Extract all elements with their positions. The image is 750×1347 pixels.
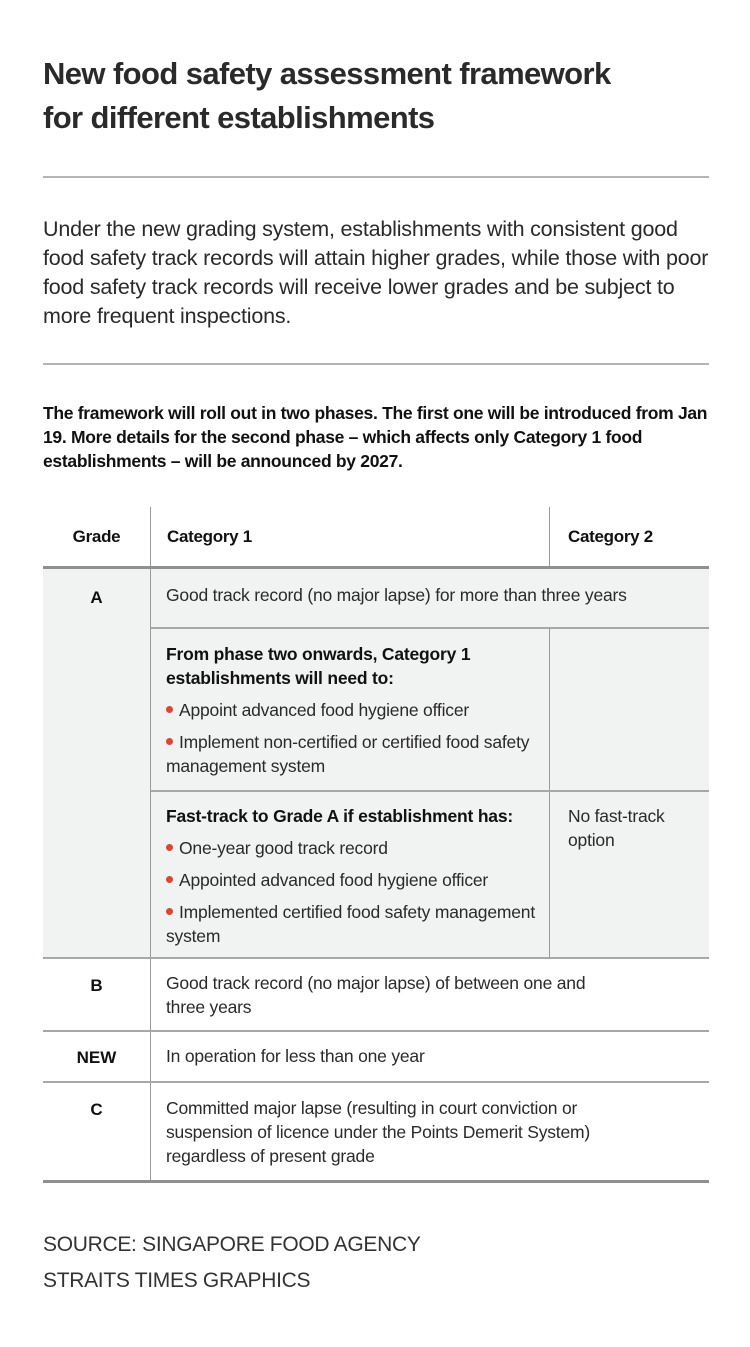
intro-text: Under the new grading system, establishments with consistent good food safety track records will attain higher grades, while those with poor food safety track records will receive lower grades and be subject to more frequent inspections. (43, 217, 709, 328)
header-category-2: Category 2 (568, 526, 653, 546)
table-bottom-rule (43, 1180, 709, 1183)
divider (549, 507, 550, 566)
grade-b-description: Good track record (no major lapse) of between one and three years (166, 973, 586, 1017)
grade-label: C (90, 1100, 103, 1119)
page-title: New food safety assessment framework for different establishments (43, 56, 611, 135)
bullet-icon (166, 738, 173, 745)
category-2-fast-track: No fast-track option (568, 806, 665, 850)
fast-track-block: Fast-track to Grade A if establishment has: One-year good track record Appointed advanced food hygiene officer Implemented certified food safety management system (166, 804, 546, 948)
table-row-grade-c (43, 1083, 709, 1180)
grade-label: NEW (76, 1048, 117, 1067)
header-grade: Grade (72, 526, 121, 546)
divider (150, 1032, 151, 1081)
divider (549, 628, 550, 957)
list-item: Appointed advanced food hygiene officer (166, 868, 546, 892)
divider (150, 1083, 151, 1180)
list-item: Implemented certified food safety management system (166, 902, 535, 946)
grade-label: A (90, 588, 103, 607)
source-credit: SOURCE: SINGAPORE FOOD AGENCY STRAITS TIMES GRAPHICS (43, 1233, 421, 1292)
header-category-1: Category 1 (167, 526, 252, 546)
grading-table (43, 507, 709, 1183)
grade-a-description: Good track record (no major lapse) for more than three years (166, 585, 627, 605)
divider (43, 363, 709, 365)
bullet-icon (166, 908, 173, 915)
phase-two-block: From phase two onwards, Category 1 establishments will need to: Appoint advanced food hygiene officer Implement non-certified or certified food safety management system (166, 642, 536, 778)
bullet-icon (166, 876, 173, 883)
divider (151, 790, 709, 792)
bullet-icon (166, 844, 173, 851)
grade-new-description: In operation for less than one year (166, 1046, 425, 1066)
grade-label: B (90, 976, 103, 995)
divider (150, 507, 151, 566)
bullet-icon (166, 706, 173, 713)
divider (43, 176, 709, 178)
divider (151, 627, 709, 629)
table-row-grade-a (43, 569, 709, 957)
table-row-grade-new (43, 1032, 709, 1081)
table-header (43, 507, 709, 566)
lede-text: The framework will roll out in two phases. The first one will be introduced from Jan 19. More details for the second phase – which affects only Category 1 food establishments – will be announced by 2027. (43, 403, 708, 471)
table-row-grade-b (43, 959, 709, 1030)
divider (150, 959, 151, 1030)
list-item: Appoint advanced food hygiene officer (166, 698, 536, 722)
list-item: One-year good track record (166, 836, 546, 860)
grade-c-description: Committed major lapse (resulting in court conviction or suspension of licence under the Points Demerit System) regardless of present grade (166, 1098, 590, 1166)
list-item: Implement non-certified or certified food safety management system (166, 732, 530, 776)
